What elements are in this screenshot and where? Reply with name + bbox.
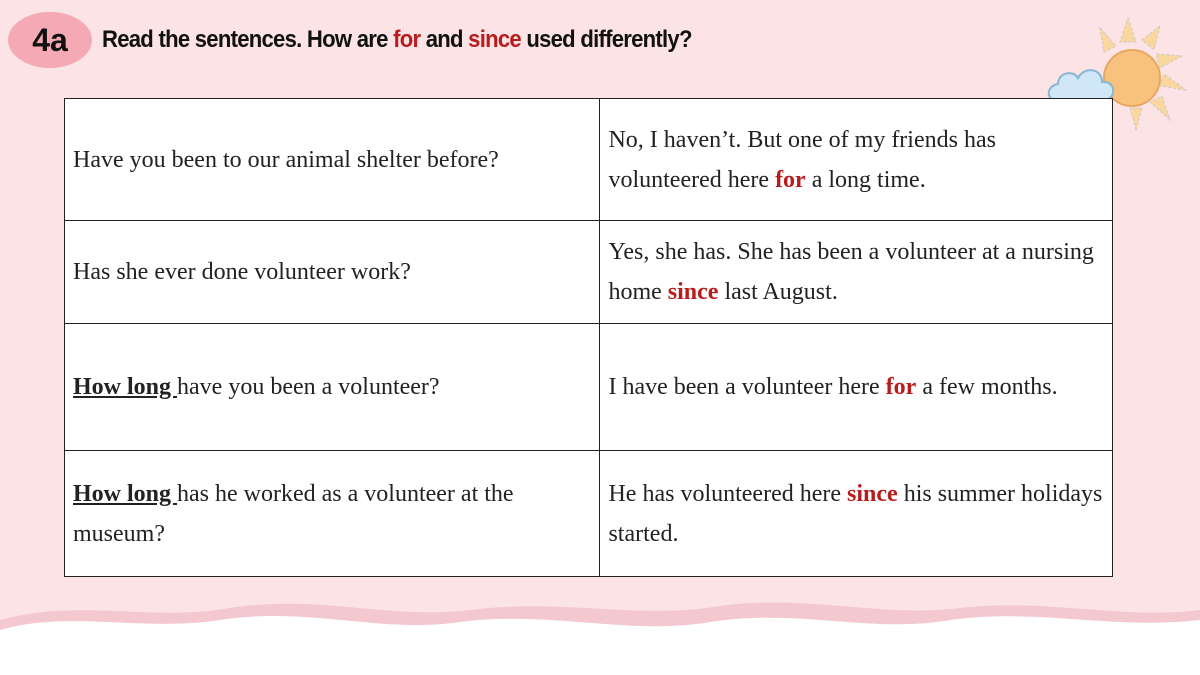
answer-cell: [600, 324, 1113, 451]
table-row: [65, 221, 1113, 324]
answer-text-after: a few months.: [916, 374, 1058, 400]
table-row: [65, 99, 1113, 221]
instruction-title: [102, 26, 692, 60]
question-emphasis: How long: [73, 374, 178, 400]
table-row: [65, 451, 1113, 577]
answer-keyword: since: [667, 279, 719, 305]
table-row: [65, 324, 1113, 451]
answer-keyword: for: [885, 374, 917, 400]
title-keyword-since: since: [468, 26, 521, 53]
section-badge: 4a: [8, 12, 92, 68]
answer-text-after: a long time.: [805, 166, 926, 193]
sentences-table: [64, 98, 1113, 577]
question-text: Has she ever done volunteer work?: [73, 259, 411, 285]
question-cell: [65, 221, 600, 324]
answer-keyword: for: [775, 166, 806, 193]
question-emphasis: How long: [73, 480, 178, 507]
bottom-cloud-decoration: [0, 590, 1200, 675]
answer-text-before: I have been a volunteer here: [608, 374, 886, 400]
question-text: Have you been to our animal shelter before?: [73, 146, 499, 173]
title-part-1: Read the sentences. How are: [102, 26, 394, 53]
title-part-2: and: [420, 26, 469, 53]
title-part-3: used differently?: [520, 26, 692, 53]
title-keyword-for: for: [393, 26, 421, 53]
question-cell: [65, 99, 600, 221]
question-text: has he worked as a volunteer at the museum?: [73, 480, 514, 547]
answer-cell: [600, 451, 1113, 577]
answer-text-before: He has volunteered here: [608, 480, 848, 507]
answer-cell: [600, 221, 1113, 324]
answer-text-after: last August.: [718, 279, 838, 305]
question-text: have you been a volunteer?: [177, 374, 440, 400]
answer-keyword: since: [847, 480, 898, 507]
question-cell: [65, 324, 600, 451]
question-cell: [65, 451, 600, 577]
answer-text-before: No, I haven’t. But one of my friends has volunteered here: [608, 126, 996, 193]
answer-text-before: Yes, she has. She has been a volunteer at a nursing home: [608, 239, 1094, 305]
answer-cell: [600, 99, 1113, 221]
answer-text-after: his summer holidays started.: [608, 480, 1103, 547]
